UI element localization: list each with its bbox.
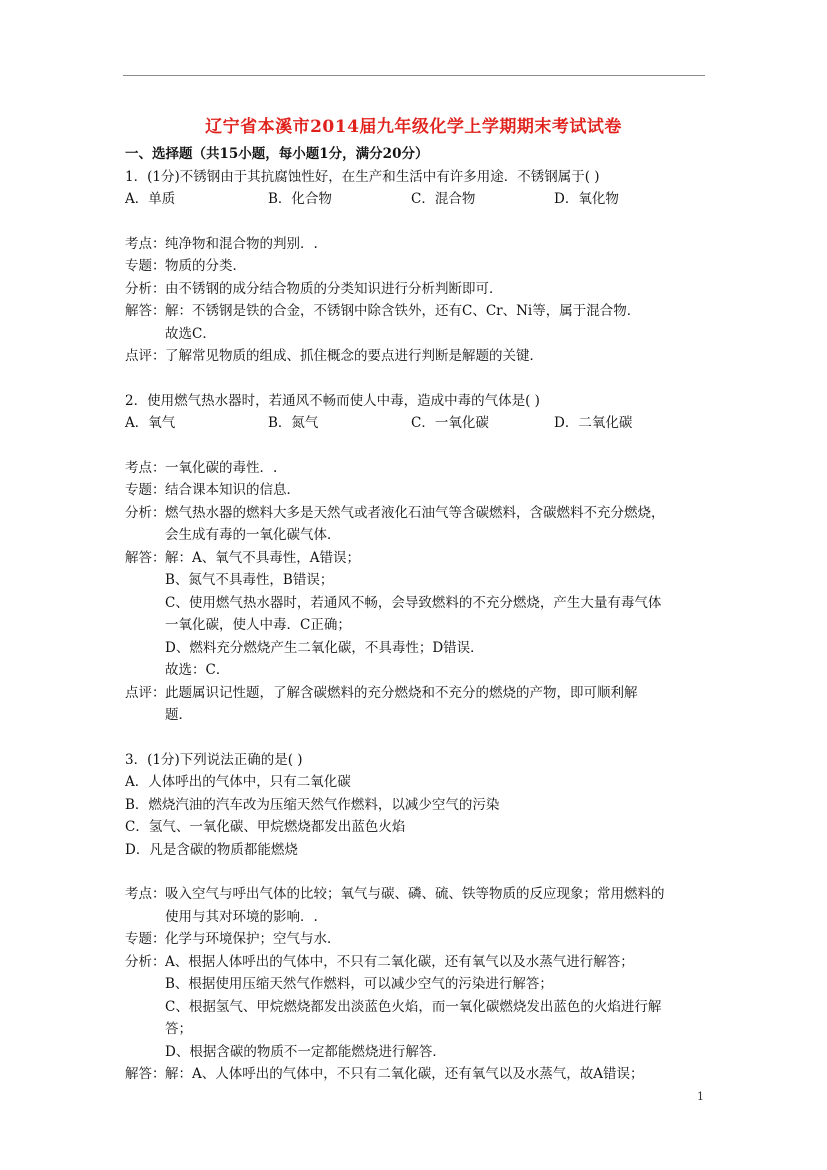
zhuanti-row xyxy=(125,255,710,278)
zhuanti-label: 专题： xyxy=(125,931,166,947)
fenxi-label: 分析： xyxy=(125,953,166,970)
zhuanti-label: 专题： xyxy=(125,258,166,274)
fenxi-label: 分析： xyxy=(125,280,166,297)
zhuanti-text: 化学与环境保护；空气与水． xyxy=(165,931,341,947)
question-stem: 2．使用燃气热水器时，若通风不畅而使人中毒，造成中毒的气体是( ) xyxy=(125,392,540,409)
section-heading: 一、选择题（共15小题，每小题1分，满分20分） xyxy=(125,146,429,162)
fenxi-text: C、根据氢气、甲烷燃烧都发出淡蓝色火焰，而一氧化碳燃烧发出蓝色的火焰进行解 xyxy=(165,998,662,1015)
dianping-text: 题． xyxy=(165,707,192,723)
jieda-text: D、燃料充分燃烧产生二氧化碳，不具毒性；D错误． xyxy=(165,639,484,656)
header-rule xyxy=(123,75,705,76)
page-number: 1 xyxy=(697,1090,704,1103)
option-a: A．氧气 xyxy=(125,415,176,431)
option-d: D．二氧化碳 xyxy=(554,415,633,431)
kaodian-row xyxy=(125,233,710,256)
options-row xyxy=(125,188,710,211)
jieda-text: 解：A、人体呼出的气体中，不只有二氧化碳，还有氧气以及水蒸气，故A错误； xyxy=(165,1066,644,1082)
options-row xyxy=(125,412,710,435)
jieda-text: 解：A、氧气不具毒性，A错误； xyxy=(165,549,360,566)
zhuanti-text: 结合课本知识的信息． xyxy=(165,482,300,498)
dianping-row xyxy=(125,682,710,705)
dianping-text: 了解常见物质的组成、抓住概念的要点进行判断是解题的关键． xyxy=(165,348,543,364)
question-stem: 3．(1分)下列说法正确的是( ) xyxy=(125,751,303,768)
dianping-text: 此题属识记性题，了解含碳燃料的充分燃烧和不充分的燃烧的产物，即可顺利解 xyxy=(165,684,638,701)
jieda-row xyxy=(125,300,710,323)
dianping-label: 点评： xyxy=(125,348,166,364)
fenxi-text: 燃气热水器的燃料大多是天然气或者液化石油气等含碳燃料，含碳燃料不充分燃烧， xyxy=(165,504,665,521)
option-b: B．氮气 xyxy=(268,415,319,431)
kaodian-row xyxy=(125,883,710,906)
option-c: C．一氧化碳 xyxy=(411,415,489,431)
kaodian-text: 一氧化碳的毒性．. xyxy=(165,459,278,476)
question-2 xyxy=(125,390,710,727)
jieda-text: B、氮气不具毒性，B错误； xyxy=(165,572,334,588)
jieda-label: 解答： xyxy=(125,1066,166,1082)
option-b: B．燃烧汽油的汽车改为压缩天然气作燃料，以减少空气的污染 xyxy=(125,796,500,813)
option-c: C．氢气、一氧化碳、甲烷燃烧都发出蓝色火焰 xyxy=(125,819,406,835)
zhuanti-row xyxy=(125,479,710,502)
question-3 xyxy=(125,749,710,1086)
jieda-text: 故选C． xyxy=(165,325,216,342)
dianping-row xyxy=(125,345,710,368)
fenxi-row xyxy=(125,951,710,974)
option-b: B．化合物 xyxy=(268,191,332,207)
option-d: D．凡是含碳的物质都能燃烧 xyxy=(125,841,298,858)
jieda-row xyxy=(125,1063,710,1086)
zhuanti-text: 物质的分类． xyxy=(165,258,246,274)
fenxi-text: 由不锈钢的成分结合物质的分类知识进行分析判断即可． xyxy=(165,280,503,297)
kaodian-text: 吸入空气与呼出气体的比较；氧气与碳、磷、硫、铁等物质的反应现象；常用燃料的 xyxy=(165,886,665,902)
zhuanti-label: 专题： xyxy=(125,482,166,498)
kaodian-row xyxy=(125,457,710,480)
fenxi-text: D、根据含碳的物质不一定都能燃烧进行解答． xyxy=(165,1043,446,1060)
question-1 xyxy=(125,166,710,368)
jieda-text: 故选：C． xyxy=(165,662,230,678)
jieda-label: 解答： xyxy=(125,303,166,319)
kaodian-text: 纯净物和混合物的判别．. xyxy=(165,235,318,252)
jieda-text: 解：不锈钢是铁的合金，不锈钢中除含铁外，还有C、Cr、Ni等，属于混合物． xyxy=(165,303,641,319)
zhuanti-row xyxy=(125,928,710,951)
option-a: A．单质 xyxy=(125,191,176,207)
option-a: A．人体呼出的气体中，只有二氧化碳 xyxy=(125,774,351,790)
fenxi-label: 分析： xyxy=(125,504,166,521)
kaodian-label: 考点： xyxy=(125,886,166,902)
fenxi-row xyxy=(125,502,710,525)
question-stem: 1．(1分)不锈钢由于其抗腐蚀性好，在生产和生活中有许多用途．不锈钢属于( ) xyxy=(125,168,600,185)
jieda-text: C、使用燃气热水器时，若通风不畅，会导致燃料的不充分燃烧，产生大量有毒气体 xyxy=(165,594,662,611)
fenxi-text: A、根据人体呼出的气体中，不只有二氧化碳，还有氧气以及水蒸气进行解答； xyxy=(165,953,634,970)
document-body xyxy=(125,143,710,1086)
jieda-row xyxy=(125,547,710,570)
kaodian-label: 考点： xyxy=(125,235,166,252)
option-d: D．氧化物 xyxy=(554,191,619,207)
kaodian-text: 使用与其对环境的影响．. xyxy=(165,908,318,925)
fenxi-text: 会生成有毒的一氧化碳气体． xyxy=(165,527,341,543)
page-title: 辽宁省本溪市2014届九年级化学上学期期末考试试卷 xyxy=(205,117,622,137)
jieda-label: 解答： xyxy=(125,549,166,566)
fenxi-row xyxy=(125,278,710,301)
fenxi-text: 答； xyxy=(165,1021,192,1037)
jieda-text: 一氧化碳，使人中毒．C正确； xyxy=(165,617,351,633)
dianping-label: 点评： xyxy=(125,684,166,701)
fenxi-text: B、根据使用压缩天然气作燃料，可以减少空气的污染进行解答； xyxy=(165,976,553,992)
kaodian-label: 考点： xyxy=(125,459,166,476)
option-c: C．混合物 xyxy=(411,191,476,207)
